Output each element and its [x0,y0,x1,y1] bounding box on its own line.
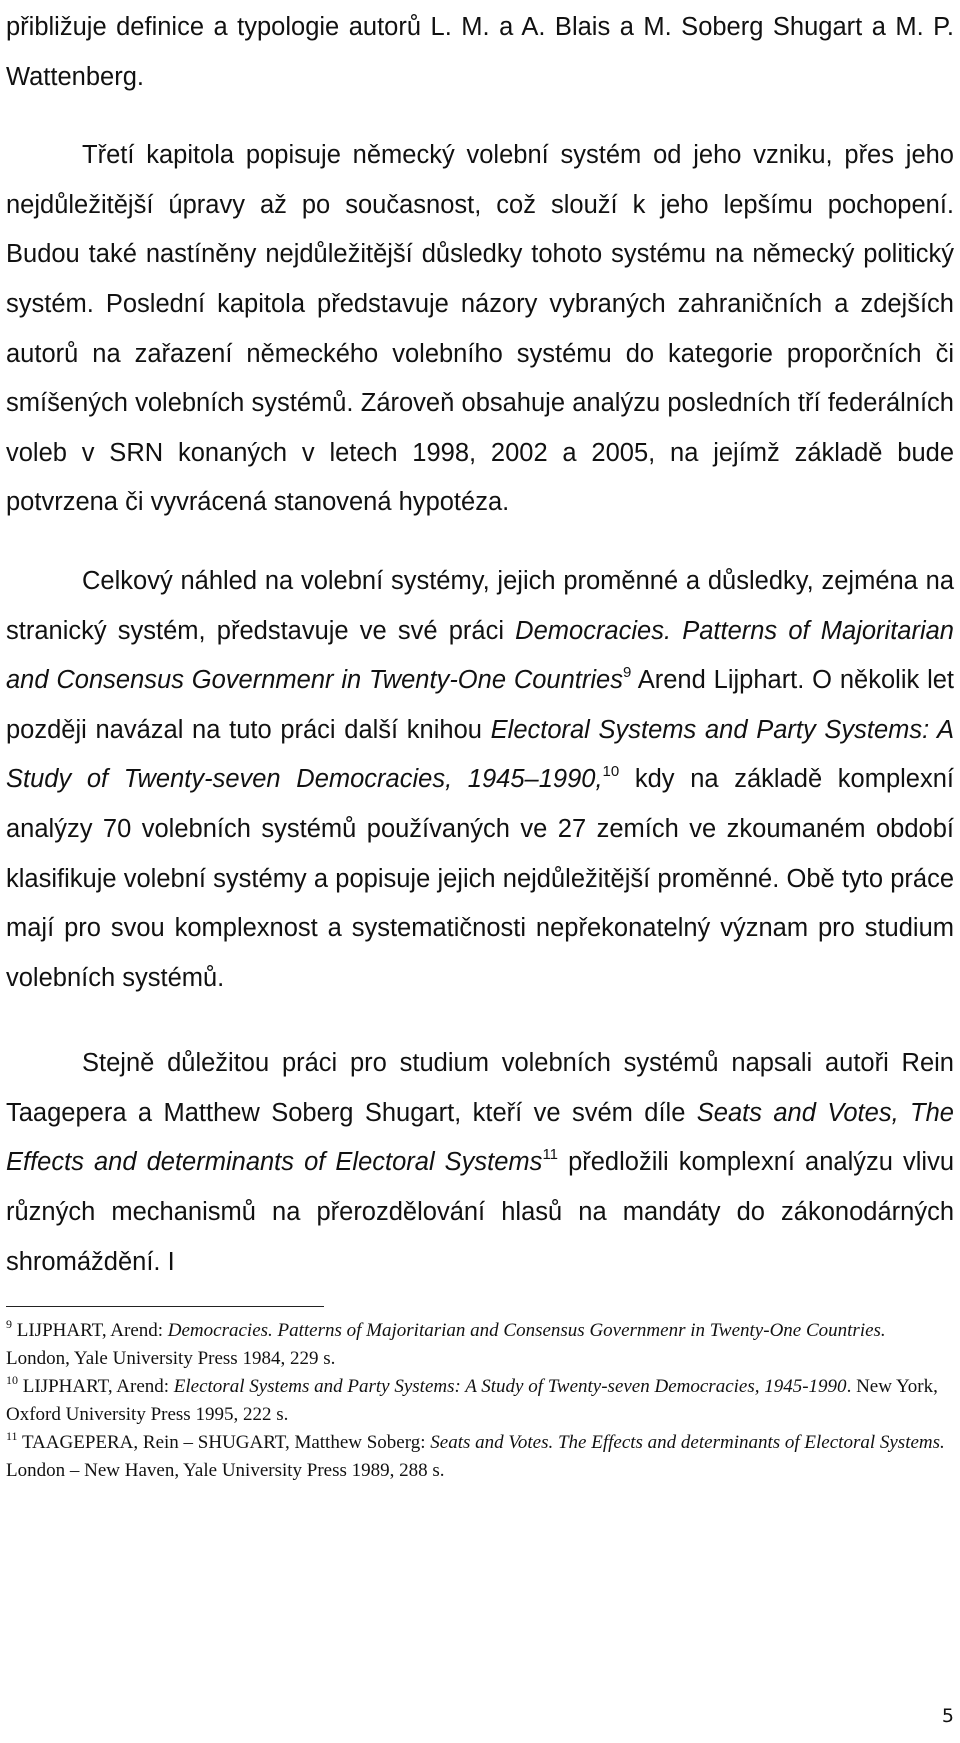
book-title: Seats and Votes, The Effects and determinants of Electoral Systems [6,1098,954,1177]
footnote-title: Seats and Votes. The Effects and determinants of Electoral Systems. [430,1432,945,1453]
footnote-title: Electoral Systems and Party Systems: A Study of Twenty-seven Democracies, 1945-1990 [173,1376,847,1397]
paragraph-chapters: Třetí kapitola popisuje německý volební systém od jeho vzniku, přes jeho nejdůležitější úpravy až po současnost, což slouží k jeho lepšímu pochopení. Budou také nastíněny nejdůležitější důsledky tohoto systému na německý politický systém. Poslední kapitola představuje názory vybraných zahraničních a zdejších autorů na zařazení německého volebního systému do kategorie proporčních či smíšených volebních systémů. Zároveň obsahuje analýzu posledních tří federálních voleb v SRN konaných v letech 1998, 2002 a 2005, na jejímž základě bude potvrzena či vyvrácená stanovená hypotéza. [6,141,954,517]
paragraph-text: kdy na základě komplexní analýzy 70 volebních systémů používaných ve 27 zemích ve zkoumaném období klasifikuje volební systémy a popisuje jejich nejdůležitější proměnné. Obě tyto práce mají pro svou komplexnost a systematičnosti nepřekonatelný význam pro studium volebních systémů. [6,765,954,992]
footnotes [6,1317,954,1485]
footnote-number: 9 [6,1316,12,1331]
paragraph-lijphart [6,557,954,1003]
footnote-number: 11 [6,1428,18,1443]
paragraph-text: Celkový náhled na volební systémy, jejich proměnné a důsledky, zejména na stranický systém, představuje ve své práci [6,566,954,645]
paragraph-intro-end: přibližuje definice a typologie autorů L. M. a A. Blais a M. Soberg Shugart a M. P. Wattenberg. [6,13,954,91]
footnote-ref: 9 [622,663,632,681]
footnote [6,1373,954,1429]
footnote-number: 10 [6,1372,18,1387]
footnote-text: . New York, Oxford University Press 1995, 222 s. [6,1376,938,1425]
footnote-separator [6,1306,324,1307]
footnote-text: LIJPHART, Arend: [18,1376,174,1397]
paragraph-text: Arend Lijphart. O několik let později navázal na tuto práci další knihou [6,666,954,744]
paragraph-taagepera [6,1039,954,1287]
footnote-title: Democracies. Patterns of Majoritarian and Consensus Governmenr in Twenty-One Countries. [167,1320,886,1341]
footnote-text: LIJPHART, Arend: [12,1320,168,1341]
body-text [6,3,954,1287]
paragraph-text: předložili komplexní analýzu vlivu různých mechanismů na přerozdělování hlasů na mandáty do zákonodárných shromáždění. I [6,1148,954,1276]
footnote [6,1317,954,1373]
footnote-text: London, Yale University Press 1984, 229 s. [6,1348,336,1369]
footnote-ref: 10 [602,762,620,780]
footnote-ref: 11 [542,1145,559,1163]
footnote [6,1429,954,1485]
footnote-text: London – New Haven, Yale University Press 1989, 288 s. [6,1460,445,1481]
paragraph-text: Stejně důležitou práci pro studium volebních systémů napsali autoři Rein Taagepera a Matthew Soberg Shugart, kteří ve svém díle [6,1049,954,1127]
page-number: 5 [941,1705,954,1727]
book-title: Electoral Systems and Party Systems: A Study of Twenty-seven Democracies, 1945–1990, [6,715,954,794]
book-title: Democracies. Patterns of Majoritarian and Consensus Governmenr in Twenty-One Countries [6,616,954,695]
footnote-text: TAAGEPERA, Rein – SHUGART, Matthew Soberg: [17,1432,431,1453]
